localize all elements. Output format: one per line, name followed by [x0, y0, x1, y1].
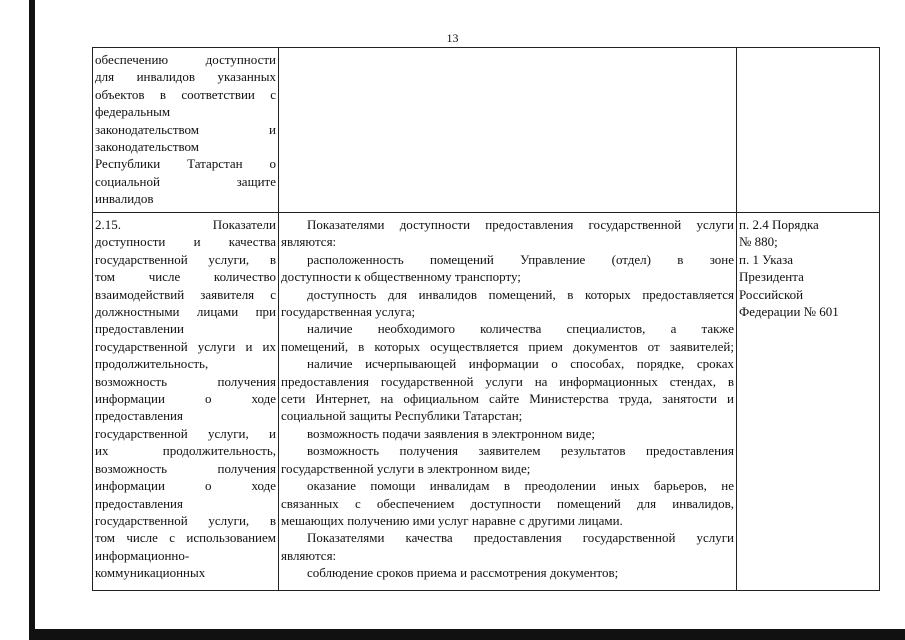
row2-col2-line: Показателями доступности предоставления государственной услуги — [307, 217, 734, 232]
row1-col1-line: обеспечению доступности — [95, 52, 276, 67]
row2-col1-line: государственной услуги, и — [95, 425, 276, 441]
row1-col1-line: законодательством и — [95, 121, 276, 137]
row2-col2-line: соблюдение сроков приема и рассмотрения документов; — [307, 565, 619, 581]
row2-col2-line: мешающих получению ими услуг наравне с другими лицами. — [281, 512, 623, 528]
row1-col1-line: инвалидов — [95, 191, 154, 207]
row2-col1-line: возможность получения — [95, 373, 276, 389]
row2-col2-line: доступность для инвалидов помещений, в которых предоставляется — [307, 286, 734, 302]
row2-col1-line: коммуникационных — [95, 565, 206, 581]
table-row — [93, 213, 880, 591]
row2-col2-line: являются: — [281, 547, 337, 563]
row2-col1-line: взаимодействий заявителя с — [95, 286, 276, 302]
row2-col1-line: информации о ходе — [95, 391, 276, 407]
row2-col1-line: государственной услуги и их — [95, 338, 276, 354]
requirements-table — [92, 47, 880, 591]
row2-col3-line: № 880; — [739, 234, 778, 250]
row1-col1-cell — [93, 48, 279, 213]
row1-col1-line: Республики Татарстан о — [95, 156, 276, 172]
row2-col1-line: информационно- — [95, 547, 190, 563]
row2-col2-line: наличие необходимого количества специалистов, а также — [307, 321, 734, 337]
row2-col2-line: сети Интернет, на официальном сайте Министерства труда, занятости и — [281, 391, 734, 407]
row2-col1-line: должностными лицами при — [95, 304, 276, 320]
row2-col1-line: том числе с использованием — [95, 530, 276, 546]
row2-col2-line: государственной услуги в электронном виде; — [281, 460, 531, 476]
row2-col1-line: предоставлении — [95, 321, 184, 337]
table-row — [93, 48, 880, 213]
scan-left-edge — [29, 0, 35, 640]
page-number: 13 — [446, 31, 459, 45]
row2-col2-line: государственная услуга; — [281, 304, 416, 320]
row2-col2-line: предоставления государственной услуги на информационных стендах, в — [281, 373, 734, 389]
row2-col1-line: предоставления — [95, 408, 183, 424]
row2-col1-line: доступности и качества — [95, 234, 276, 250]
row2-col1-line: предоставления — [95, 495, 183, 511]
row2-col3-line: п. 1 Указа — [739, 251, 794, 267]
row2-col3-line: Президента — [739, 269, 804, 285]
row2-col2-line: являются: — [281, 234, 337, 250]
row1-col1-line: федеральным — [95, 104, 171, 120]
row2-col2-cell — [279, 213, 737, 591]
row2-col3-line: Российской — [739, 286, 804, 302]
row2-col1-line: государственной услуги, в — [95, 251, 276, 267]
row2-col1-line: 2.15. Показатели — [95, 217, 276, 232]
row1-col1-line: законодательством — [95, 139, 200, 155]
row2-col2-line: доступности к общественному транспорту; — [281, 269, 521, 285]
row2-col1-line: том числе количество — [95, 269, 276, 285]
row2-col2-line: оказание помощи инвалидам в преодолении иных барьеров, не — [307, 478, 734, 494]
row2-col2-line: связанных с обеспечением доступности помещений для инвалидов, — [281, 495, 734, 511]
row2-col3-line: Федерации № 601 — [739, 304, 839, 320]
row1-col1-line: объектов в соответствии с — [95, 86, 276, 102]
row2-col1-line: продолжительность, — [95, 356, 209, 372]
row1-col3-cell — [737, 48, 880, 213]
row1-col1-line: для инвалидов указанных — [95, 69, 276, 85]
scan-bottom-edge — [29, 629, 905, 640]
row2-col1-line: возможность получения — [95, 460, 276, 476]
row2-col1-line: их продолжительность, — [95, 443, 276, 459]
row2-col2-line: расположенность помещений Управление (отдел) в зоне — [307, 251, 734, 267]
row1-col2-cell — [279, 48, 737, 213]
row2-col3-line: п. 2.4 Порядка — [739, 217, 819, 232]
row2-col2-line: социальной защиты Республики Татарстан; — [281, 408, 523, 424]
row2-col2-line: наличие исчерпывающей информации о способах, порядке, сроках — [307, 356, 734, 372]
row2-col1-line: информации о ходе — [95, 478, 276, 494]
row2-col1-line: государственной услуги, в — [95, 512, 276, 528]
row1-col1-line: социальной защите — [95, 173, 276, 189]
row2-col2-line: Показателями качества предоставления государственной услуги — [307, 530, 734, 546]
row2-col2-line: возможность подачи заявления в электронном виде; — [307, 425, 595, 441]
row2-col2-line: возможность получения заявителем результатов предоставления — [307, 443, 734, 459]
row2-col2-line: помещений, в которых осуществляется прием документов от заявителей; — [281, 338, 734, 354]
row2-col3-cell — [737, 213, 880, 591]
row2-col1-cell — [93, 213, 279, 591]
